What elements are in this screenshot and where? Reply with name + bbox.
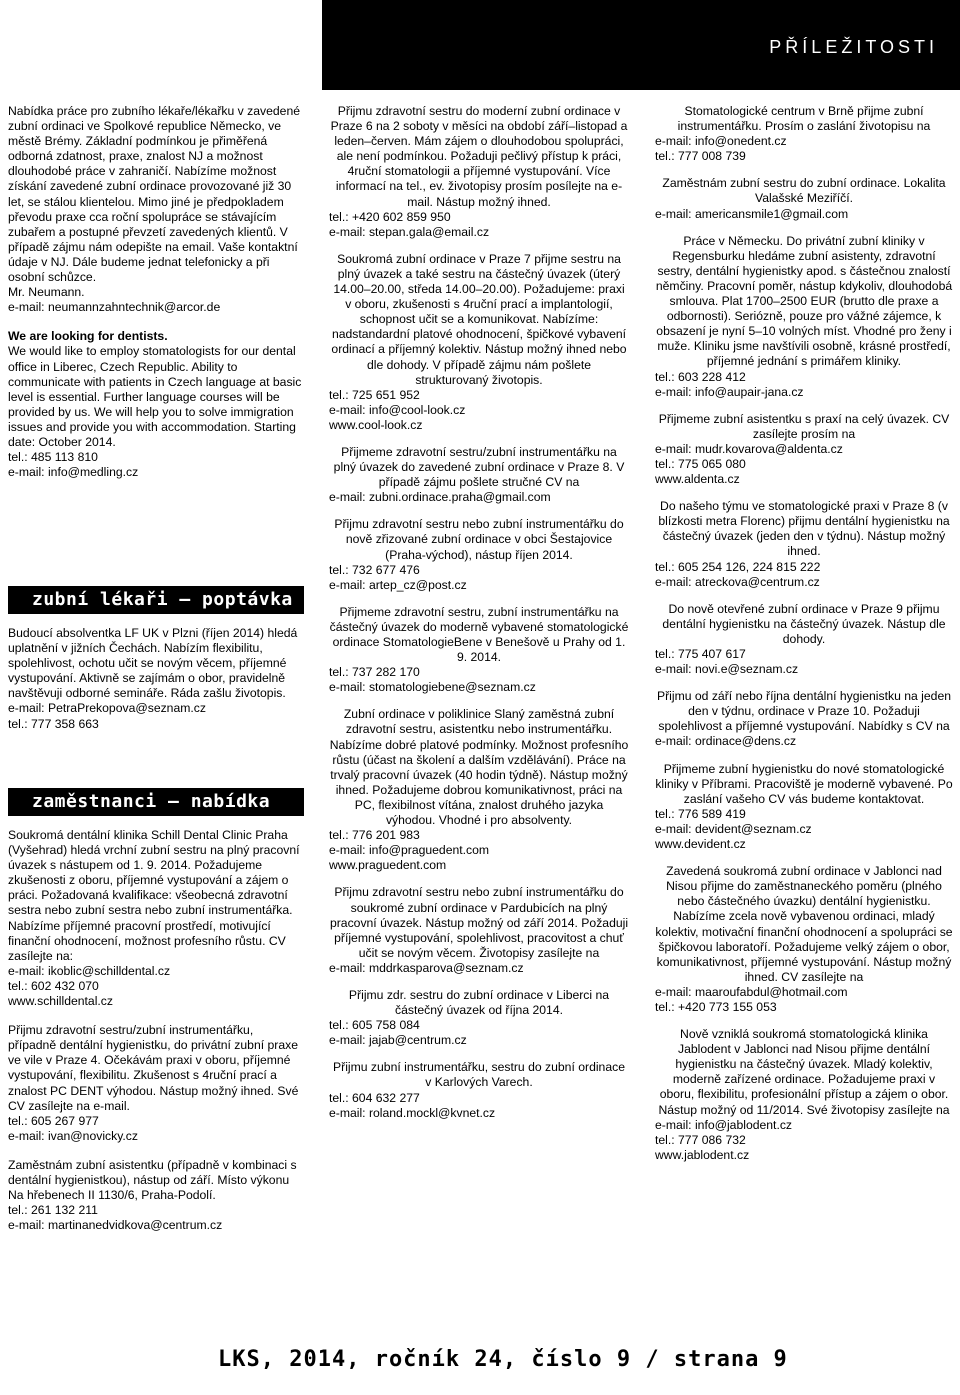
ad-text: Do nově otevřené zubní ordinace v Praze 9 přijmu dentální hygienistku na částečný úvazek. Nástup dle dohody.: [662, 601, 946, 646]
ad-text: Do našeho týmu ve stomatologické praxi v Praze 8 (v blízkosti metra Florenc) přijmu dentální hygienistku na částečný úvazek (jeden den v týdnu). Nástup možný ihned.: [658, 499, 950, 559]
column-3: [655, 104, 953, 1175]
ad-text: Nabídka práce pro zubního lékaře/lékařku v zavedené zubní ordinaci ve Spolkové republice Německo, ve městě Brémy. Základní podmínkou je přiměřená odborná zdatnost, praxe, znalost NJ a možnost dlouhodobé práce v zahraničí. Nabízíme možnost získání zavedené zubní ordinace provozované již 30 let, se stálou klientelou. Mimo jiné je předpokladem převodu praxe cca roční spolupráce se stávajícím zubařem a postupné převzetí zavedených klientů. V případě zájmu nám odepište na email. Vaše kontaktní údaje v NJ. Dále budeme jednat telefonicky a při osobní schůzce.: [8, 104, 301, 285]
ad-contact: e-mail: info@praguedent.com: [329, 843, 490, 858]
ad-text: Přijmu zdravotní sestru nebo zubní instrumentářku do soukromé zubní ordinace v Pardubicích na plný pracovní úvazek. Nástup možný od září 2014. Požaduji příjemné vystupování, spolehlivost, pracovitost a chuť učit se novým věcem. Životopisy zasílejte na: [329, 885, 629, 960]
ad-text: Soukromá zubní ordinace v Praze 7 přijme sestru na plný úvazek a také sestru na částečný úvazek (úterý 14.00–20.00, středa 14.00–20.00). Požadujeme: praxi v oboru, zkušenosti s 4ruční prací a implantologií, schopnost učit se a komunikovat. Nabízíme: nadstandardní platové ohodnocení, špičkové vybavení ordinací a příjemný kolektiv. Nástup možný ihned nebo dle dohody. V případě zájmu nám pošlete strukturovaný životopis.: [331, 251, 627, 387]
ad-block: [655, 104, 953, 164]
column-2: [329, 104, 629, 1133]
ad-email: e-mail: info@medling.cz: [8, 465, 139, 480]
ad-block: [655, 499, 953, 590]
ad-text: Přijmu zubní instrumentářku, sestru do zubní ordinace v Karlových Varech.: [333, 1060, 625, 1090]
ad-text: Přijmeme zubní hygienistku do nové stomatologické kliniky v Příbrami. Pracoviště je moderně vybavené. Po zaslání vašeho CV vás budeme kontaktovat.: [655, 761, 953, 806]
column-1: [8, 104, 304, 494]
ad-block: [655, 1027, 953, 1163]
ad-block: [329, 104, 629, 240]
ad-text: Přijmu od září nebo října dentální hygienistku na jeden den v týdnu, ordinace v Praze 10. Požaduji spolehlivost a příjemné vystupování. Nabídky s CV na: [656, 689, 952, 734]
ad-contact: e-mail: artep_cz@post.cz: [329, 577, 467, 592]
ad-block: [655, 864, 953, 1015]
ad-bremen: [8, 104, 304, 315]
ad-phone: tel.: 261 132 211: [8, 1203, 98, 1218]
ad-block: [655, 234, 953, 400]
ad-contact: e-mail: atreckova@centrum.cz: [655, 574, 820, 589]
ad-text: Zubní ordinace v poliklinice Slaný zaměstná zubní zdravotní sestru, asistentku nebo instrumentářku. Nabízíme dobré platové podmínky. Možnost profesního růstu (účast na školení a dalším vzdělávání). Práce na trvalý pracovní úvazek (40 hodin týdně). Nástup možný ihned. Požadujeme dobrou komunikativnost, práci na PC, flexibilnost vítána, znalost druhého jazyka výhodou. Vhodné i pro absolventy.: [329, 707, 629, 828]
ad-text: Soukromá dentální klinika Schill Dental Clinic Praha (Vyšehrad) hledá vrchní zubní sestru na plný pracovní úvazek s nástupem od 1. 9. 2014. Požadujeme zkušenosti z oboru, příjemné vystupování a zájem o práci. Požadovaná kvalifikace: všeobecná zdravotní sestra nebo zubní sestra nebo zubní instrumentářka. Nabízíme příjemné pracovní prostředí, motivující finanční ohodnocení, možnost profesního růstu. CV zasílejte na:: [8, 828, 300, 963]
ad-block: [329, 707, 629, 873]
ad-contact: e-mail: info@onedent.cz: [655, 134, 787, 149]
ad-contact: www.aldenta.cz: [655, 472, 740, 487]
ad-contact: e-mail: mddrkasparova@seznam.cz: [329, 960, 524, 975]
ad-block: [655, 762, 953, 853]
ad-contact: tel.: 725 651 952: [329, 387, 420, 402]
ad-contact: e-mail: stomatologiebene@seznam.cz: [329, 680, 536, 695]
ad-liberec-english: [8, 329, 304, 480]
ad-text: Stomatologické centrum v Brně přijme zubní instrumentářku. Prosím o zaslání životopisu na: [677, 104, 931, 134]
ad-contact: e-mail: devident@seznam.cz: [655, 821, 812, 836]
ad-phone: tel.: 777 358 663: [8, 716, 99, 731]
ad-text: We would like to employ stomatologists for our dental office in Liberec, Czech Republic. Ability to communicate with patients in Czech language at basic level is essential. Further language courses will be provided by us. We will help you to solve immigration issues and provide you with accommodation. Starting date: October 2014.: [8, 344, 302, 449]
ad-contact: tel.: 605 758 084: [329, 1018, 420, 1033]
banner-employees-offer: zaměstnanci — nabídka: [8, 788, 304, 816]
ad-text: Přijmu zdravotní sestru do moderní zubní ordinace v Praze 6 na 2 soboty v měsíci na období září–listopad a leden–červen. Mám zájem o dlouhodobou spolupráci, ale není podmínkou. Požaduji pečlivý přístup k práci, 4ruční stomatologii a příjemné vystupování. Více informací na tel., ev. životopisy prosím posílejte na e-mail. Nástup možný ihned.: [330, 104, 628, 209]
page-footer: LKS, 2014, ročník 24, číslo 9 / strana 9: [218, 1347, 788, 1372]
ad-contact: tel.: 777 086 732: [655, 1132, 746, 1147]
ad-text: Nově vzniklá soukromá stomatologická klinika Jablodent v Jablonci nad Nisou přijme dentální hygienistku na částečný úvazek. Mladý kolektiv, moderně zařízené ordinace. Požadujeme praxi v oboru, flexibilitu, profesionální přístup a zájem o obor. Nástup možný od 11/2014. Své životopisy zasílejte na: [658, 1027, 950, 1117]
ad-text: Přijmeme zdravotní sestru/zubní instrumentářku na plný úvazek do zavedené zubní ordinace v Praze 8. V případě zájmu pošlete stručné CV na: [333, 444, 625, 490]
ad-contact: www.jablodent.cz: [655, 1147, 750, 1162]
ad-block: [329, 517, 629, 592]
ad-contact: tel.: 776 589 419: [655, 806, 746, 821]
ad-text: Budoucí absolventka LF UK v Plzni (říjen 2014) hledá uplatnění v jižních Čechách. Nabízím flexibilitu, spolehlivost, ochotu učit se novým věcem, příjemné vystupování. Aktivně se zajímám o obor, pravidelně navštěvuji odborné semináře. Ráda zašlu životopis.: [8, 626, 298, 701]
ad-heading: We are looking for dentists.: [8, 329, 168, 344]
ad-praha4: [8, 1023, 304, 1144]
column-1-lower: [8, 828, 304, 1247]
ad-block: [329, 885, 629, 976]
ad-contact: tel.: 737 282 170: [329, 665, 420, 680]
ad-block: [329, 988, 629, 1048]
ad-plzen-graduate: [8, 626, 304, 732]
ad-contact: tel.: 776 201 983: [329, 828, 420, 843]
ad-web: www.schilldental.cz: [8, 994, 113, 1009]
ad-text: Přijmu zdravotní sestru nebo zubní instrumentářku do nově zřizované zubní ordinace v obci Šestajovice (Praha-východ), nástup říjen 2014.: [334, 517, 624, 562]
ad-contact: e-mail: info@jablodent.cz: [655, 1117, 793, 1132]
ad-email: e-mail: ikoblic@schilldental.cz: [8, 963, 171, 978]
ad-block: [655, 602, 953, 677]
ad-text: Práce v Německu. Do privátní zubní kliniky v Regensburku hledáme zubní asistenty, zdravotní sestry, dentální hygienistky apod. s částečnou znalostí němčiny. Pracovní poměr, nástup kdykoliv, dlouhodobá smlouva. Plat 1700–2500 EUR (brutto dle praxe a odbornosti). Seriózně, pouze pro vážné zájemce, k obsazení je nyní 5–10 volných míst. Vhodné pro ženy i muže. Kliniku jsme navštívili osobně, krásné prostředí, příjemné jednání s primářem kliniky.: [655, 233, 953, 369]
ad-contact: tel.: +420 773 155 053: [655, 999, 777, 1014]
ad-phone: tel.: 605 267 977: [8, 1113, 99, 1128]
header-bar: [322, 0, 960, 90]
ad-contact: e-mail: roland.mockl@kvnet.cz: [329, 1105, 496, 1120]
ad-contact: e-mail: info@aupair-jana.cz: [655, 384, 804, 399]
ad-block: [655, 176, 953, 221]
section-title: PŘÍLEŽITOSTI: [769, 37, 938, 57]
ad-contact: e-mail: ordinace@dens.cz: [655, 734, 797, 749]
ad-contact: e-mail: novi.e@seznam.cz: [655, 662, 799, 677]
ad-text: Zaměstnám zubní sestru do zubní ordinace. Lokalita Valašské Meziříčí.: [662, 176, 946, 206]
banner-dentists-demand: zubní lékaři — poptávka: [8, 586, 304, 614]
ad-block: [655, 689, 953, 749]
ad-email: e-mail: neumannzahntechnik@arcor.de: [8, 300, 221, 315]
ad-text: Zavedená soukromá zubní ordinace v Jablonci nad Nisou přijme do zaměstnaneckého poměru (plného nebo částečného úvazku) dentální hygienistku. Nabízíme zcela nově vybavenou ordinaci, mladý kolektiv, motivační finanční ohodnocení a spolupráci se špičkovou laboratoří. Požadujeme velký zájem o obor, komunikativnost, příjemné vystupování. Nástup možný ihned. CV zasílejte na: [655, 864, 953, 984]
ad-block: [329, 252, 629, 433]
ad-podoli: [8, 1158, 304, 1233]
ad-text: Přijmu zdravotní sestru/zubní instrumentářku, případně dentální hygienistku, do privátní zubní praxe ve vile v Praze 4. Očekávám praxi v oboru, příjemné vystupování, flexibilitu. Zkušenost s 4ruční prací a znalost PC DENT výhodou. Nástup možný ihned. Své CV zasílejte na e-mail.: [8, 1023, 299, 1113]
ad-block: [329, 1060, 629, 1120]
ad-contact: e-mail: stepan.gala@email.cz: [329, 224, 490, 239]
ad-contact: tel.: +420 602 859 950: [329, 209, 451, 224]
ad-contact: tel.: 732 677 476: [329, 562, 420, 577]
ad-text: Přijmeme zdravotní sestru, zubní instrumentářku na částečný úvazek do moderně vybavené stomatologické ordinace StomatologieBene v Benešově u Prahy od 1. 9. 2014.: [329, 604, 629, 665]
ad-contact: tel.: 603 228 412: [655, 369, 746, 384]
ad-contact: e-mail: maaroufabdul@hotmail.com: [655, 984, 848, 999]
ad-contact: www.devident.cz: [655, 837, 746, 852]
ad-phone: tel.: 485 113 810: [8, 450, 98, 465]
ad-contact: tel.: 604 632 277: [329, 1090, 420, 1105]
ad-contact: tel.: 777 008 739: [655, 149, 746, 164]
ad-block: [329, 445, 629, 505]
ad-contact: www.cool-look.cz: [329, 417, 423, 432]
ad-phone: tel.: 602 432 070: [8, 978, 99, 993]
ad-text: Zaměstnám zubní asistentku (případně v kombinaci s dentální hygienistkou), nástup od září. Místo výkonu Na hřebenech II 1130/6, Praha-Podolí.: [8, 1157, 297, 1203]
ad-text: Přijmu zdr. sestru do zubní ordinace v Liberci na částečný úvazek od října 2014.: [348, 987, 610, 1018]
ad-contact: e-mail: americansmile1@gmail.com: [655, 206, 849, 221]
ad-schill-dental: [8, 828, 304, 1009]
ad-email: e-mail: PetraPrekopova@seznam.cz: [8, 701, 206, 716]
ad-email: e-mail: martinanedvidkova@centrum.cz: [8, 1218, 223, 1233]
ad-contact: e-mail: zubni.ordinace.praha@gmail.com: [329, 490, 551, 505]
ad-contact: Mr. Neumann.: [8, 285, 85, 300]
ad-contact: tel.: 775 065 080: [655, 456, 746, 471]
ad-email: e-mail: ivan@novicky.cz: [8, 1128, 138, 1143]
ad-block: [329, 605, 629, 696]
ad-contact: tel.: 775 407 617: [655, 647, 746, 661]
ad-contact: e-mail: jajab@centrum.cz: [329, 1033, 467, 1048]
ad-contact: tel.: 605 254 126, 224 815 222: [655, 559, 821, 574]
ad-text: Přijmeme zubní asistentku s praxí na celý úvazek. CV zasílejte prosím na: [658, 411, 950, 441]
ad-contact: www.praguedent.com: [329, 858, 447, 873]
ad-contact: e-mail: info@cool-look.cz: [329, 402, 466, 417]
ad-contact: e-mail: mudr.kovarova@aldenta.cz: [655, 441, 843, 456]
ad-block: [655, 412, 953, 487]
